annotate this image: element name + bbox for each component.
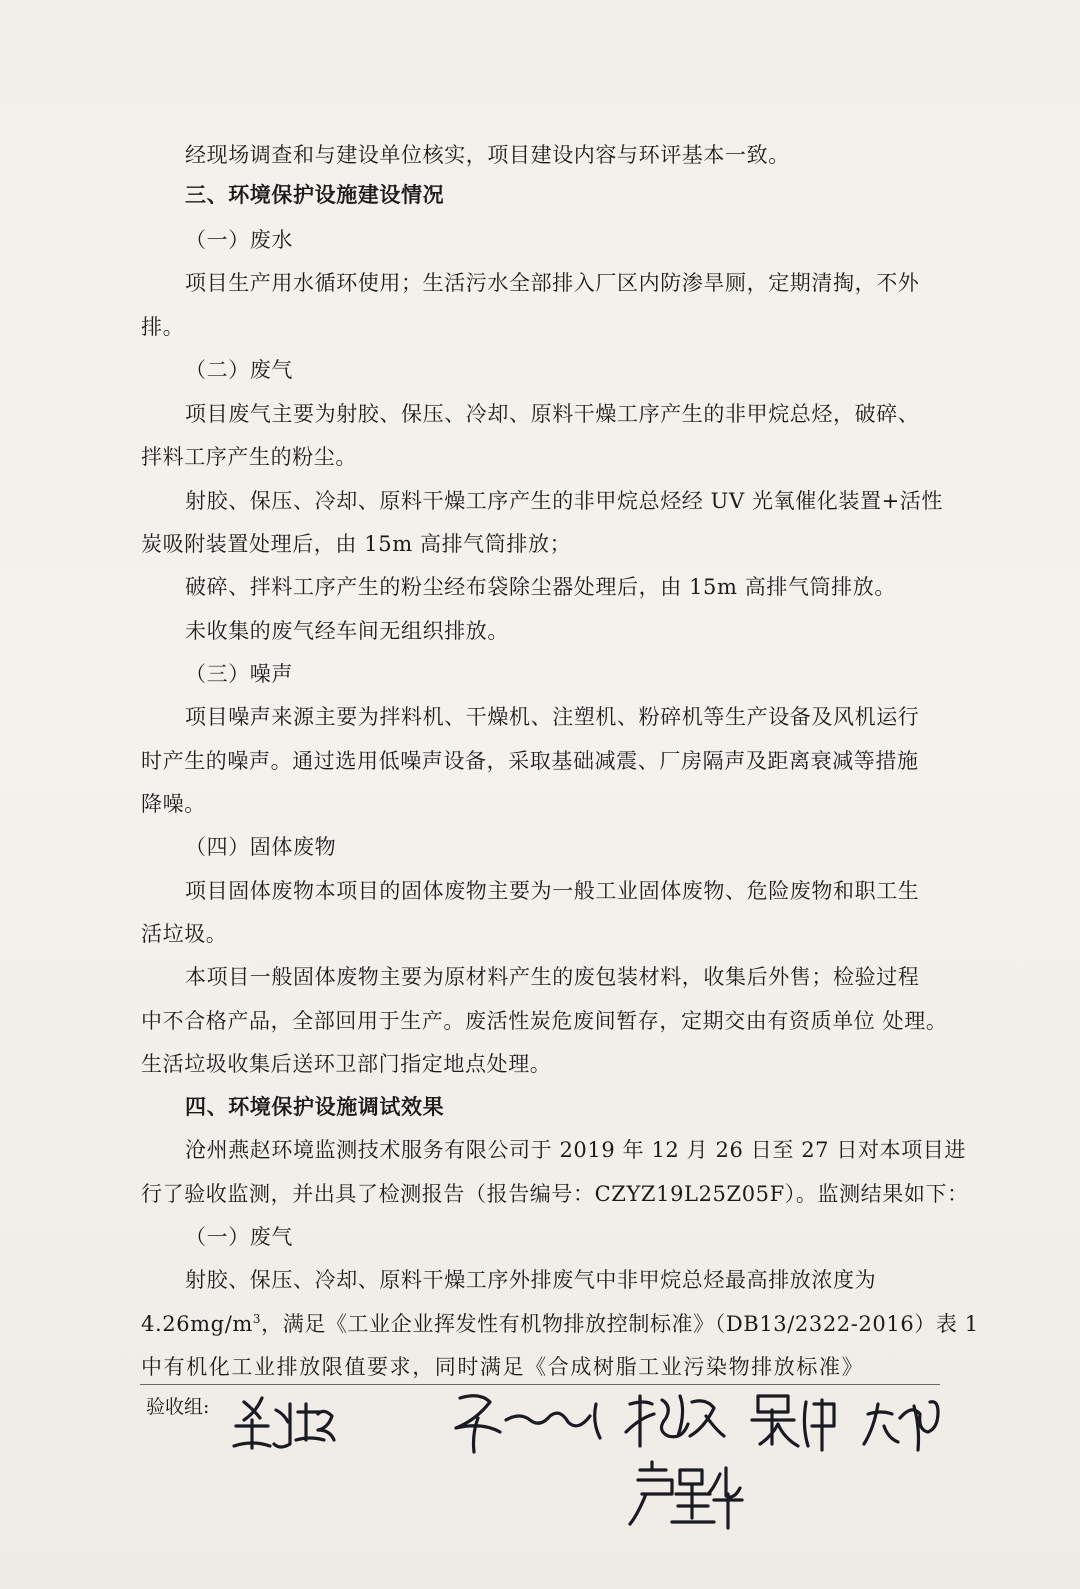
signature-1: [234, 1398, 334, 1448]
signature-2: [456, 1396, 600, 1452]
signature-6: [630, 1462, 742, 1528]
signature-3: [626, 1396, 724, 1446]
section-heading: 三、环境保护设施建设情况: [185, 182, 445, 207]
text-line: 项目生产用水循环使用；生活污水全部排入厂区内防渗旱厕，定期清掏，不外: [185, 271, 920, 295]
text-fragment: ，满足《工业企业挥发性有机物排放控制标准》（DB13/2322-2016）表 1: [261, 1312, 979, 1336]
text-line: 射胶、保压、冷却、原料干燥工序产生的非甲烷总烃经 UV 光氧催化装置+活性: [185, 489, 944, 513]
text-line: 炭吸附装置处理后，由 15m 高排气筒排放；: [141, 532, 572, 556]
text-line: 降噪。: [141, 792, 206, 816]
text-line: 沧州燕赵环境监测技术服务有限公司于 2019 年 12 月 26 日至 27 日对本项目进: [185, 1138, 967, 1162]
signature-5: [864, 1402, 938, 1450]
text-line: 拌料工序产生的粉尘。: [141, 445, 357, 469]
signature-label: 验收组:: [146, 1396, 210, 1418]
text-line: 生活垃圾收集后送环卫部门指定地点处理。: [141, 1052, 552, 1076]
text-line: 中有机化工业排放限值要求，同时满足《合成树脂工业污染物排放标准》: [141, 1355, 865, 1379]
text-line: 项目废气主要为射胶、保压、冷却、原料干燥工序产生的非甲烷总烃，破碎、: [185, 402, 920, 426]
section-heading: 四、环境保护设施调试效果: [185, 1094, 445, 1119]
text-line: 项目噪声来源主要为拌料机、干燥机、注塑机、粉碎机等生产设备及风机运行: [185, 705, 920, 729]
subsection-heading: （二）废气: [185, 358, 293, 382]
text-line: 排。: [141, 315, 185, 339]
subsection-heading: （三）噪声: [185, 662, 293, 686]
concentration-value: 4.26mg/m: [141, 1312, 253, 1336]
text-line: [141, 1309, 979, 1339]
text-line: 本项目一般固体废物主要为原材料产生的废包装材料，收集后外售；检验过程: [185, 965, 920, 989]
signature-divider: [140, 1384, 940, 1385]
text-line: 项目固体废物本项目的固体废物主要为一般工业固体废物、危险废物和职工生: [185, 879, 920, 903]
text-line: 行了验收监测，并出具了检测报告（报告编号：CZYZ19L25Z05F）。监测结果如下：: [141, 1182, 969, 1206]
text-line: 射胶、保压、冷却、原料干燥工序外排废气中非甲烷总烃最高排放浓度为: [185, 1268, 877, 1292]
subsection-heading: （四）固体废物: [185, 835, 337, 859]
unit-exponent: 3: [252, 1312, 262, 1326]
text-line: 破碎、拌料工序产生的粉尘经布袋除尘器处理后，由 15m 高排气筒排放。: [185, 575, 896, 599]
text-line: 未收集的废气经车间无组织排放。: [185, 619, 509, 643]
text-line: 中不合格产品，全部回用于生产。废活性炭危废间暂存，定期交由有资质单位 处理。: [141, 1009, 948, 1033]
subsection-heading: （一）废气: [185, 1225, 293, 1249]
text-line: 活垃圾。: [141, 922, 228, 946]
text-line: 经现场调查和与建设单位核实，项目建设内容与环评基本一致。: [185, 143, 790, 167]
text-line: 时产生的噪声。通过选用低噪声设备，采取基础减震、厂房隔声及距离衰减等措施: [141, 749, 919, 773]
subsection-heading: （一）废水: [185, 228, 293, 252]
signature-4: [752, 1396, 834, 1450]
